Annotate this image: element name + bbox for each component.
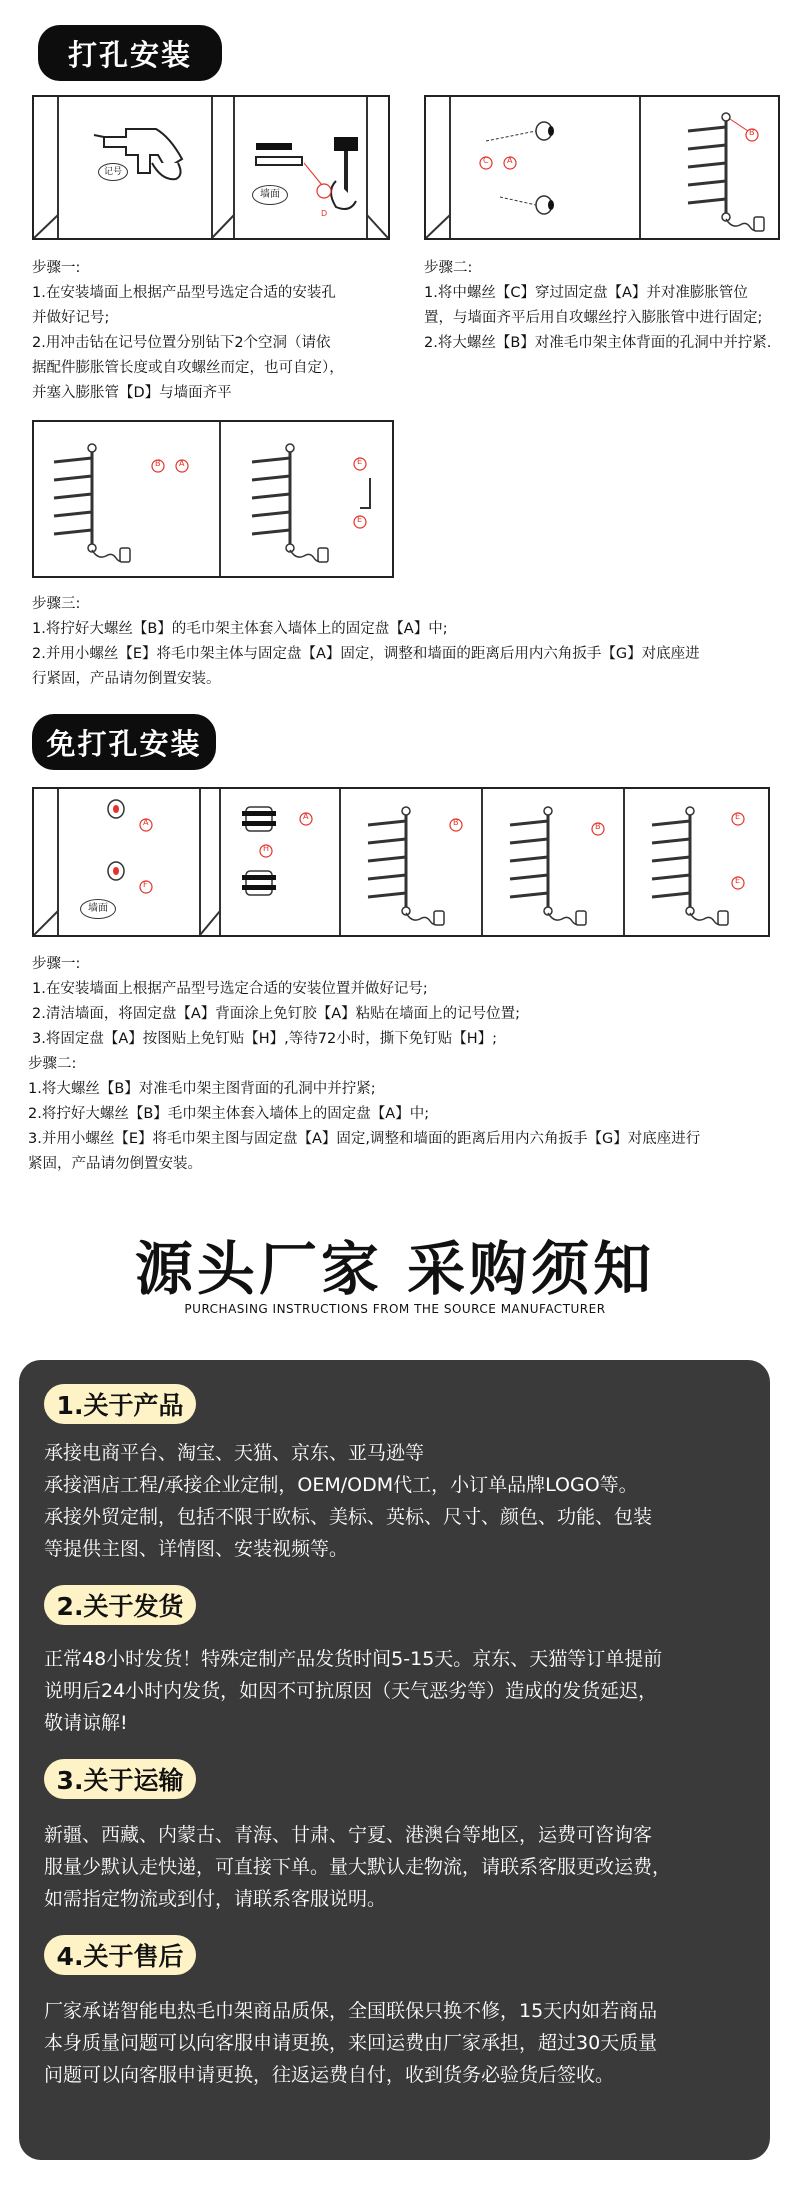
wall-label: 墙面: [252, 185, 288, 205]
tag-transport: 3.关于运输: [44, 1759, 196, 1799]
label-e: E: [735, 812, 741, 821]
label-d: D: [321, 209, 328, 218]
label-e: E: [357, 515, 363, 524]
mark-label: 记号: [98, 163, 128, 181]
nodrill-step1-text: 步骤一: 1.在安装墙面上根据产品型号选定合适的安装位置并做好记号; 2.清洁墙面，将固定盘【A】背面涂上免钉胶【A】粘贴在墙面上的记号位置; 3.将固定盘【A】按图贴上免钉贴【H】,等待72小时，撕下免钉贴【H】;: [32, 956, 521, 1047]
label-a: A: [179, 459, 185, 468]
label-b: B: [453, 818, 459, 827]
label-f: F: [143, 880, 148, 889]
section-title-nodrill: 免打孔安装: [32, 714, 216, 770]
tag-aftersale: 4.关于售后: [44, 1935, 196, 1975]
drill-step3-text: 步骤三: 1.将拧好大螺丝【B】的毛巾架主体套入墙体上的固定盘【A】中; 2.并用小螺丝【E】将毛巾架主体与固定盘【A】固定，调整和墙面的距离后用内六角扳手【G】对底座进 行紧固，产品请勿倒置安装。: [32, 596, 700, 687]
figure-drill-step1: [32, 95, 390, 240]
drill-step1-text: 步骤一: 1.在安装墙面上根据产品型号选定合适的安装孔 并做好记号; 2.用冲击钻在记号位置分别钻下2个空洞（请依 据配件膨胀管长度或自攻螺丝而定，也可自定）， 并塞入膨胀管【D】与墙面齐平: [32, 260, 344, 401]
label-e: E: [735, 876, 741, 885]
label-b: B: [595, 822, 601, 831]
notice-subtitle: PURCHASING INSTRUCTIONS FROM THE SOURCE MANUFACTURER: [184, 1302, 606, 1316]
label-a: A: [143, 818, 149, 827]
label-h: H: [263, 844, 270, 853]
label-a: A: [507, 156, 513, 165]
tag-shipping: 2.关于发货: [44, 1585, 196, 1625]
label-b: B: [155, 459, 161, 468]
notice-title: 源头厂家 采购须知: [134, 1235, 656, 1303]
label-c: C: [483, 156, 489, 165]
section-title-drill: 打孔安装: [38, 25, 222, 81]
para-transport: 新疆、西藏、内蒙古、青海、甘肃、宁夏、港澳台等地区，运费可咨询客 服量少默认走快递，可直接下单。量大默认走物流，请联系客服更改运费， 如需指定物流或到付，请联系客服说明。: [44, 1824, 672, 1910]
para-product: 承接电商平台、淘宝、天猫、京东、亚马逊等 承接酒店工程/承接企业定制，OEM/ODM代工，小订单品牌LOGO等。 承接外贸定制，包括不限于欧标、美标、英标、尺寸、颜色、功能、包装 等提供主图、详情图、安装视频等。: [44, 1442, 653, 1560]
nodrill-step2-text: 步骤二: 1.将大螺丝【B】对准毛巾架主图背面的孔洞中并拧紧; 2.将拧好大螺丝【B】毛巾架主体套入墙体上的固定盘【A】中; 3.并用小螺丝【E】将毛巾架主图与固定盘【A】固定,调整和墙面的距离后用内六角扳手【G】对底座进行 紧固，产品请勿倒置安装。: [28, 1056, 701, 1172]
drill-step2-text: 步骤二: 1.将中螺丝【C】穿过固定盘【A】并对准膨胀管位 置，与墙面齐平后用自攻螺丝拧入膨胀管中进行固定; 2.将大螺丝【B】对准毛巾架主体背面的孔洞中并拧紧.: [424, 260, 772, 351]
label-e: E: [357, 457, 363, 466]
label-b: B: [749, 128, 755, 137]
para-aftersale: 厂家承诺智能电热毛巾架商品质保，全国联保只换不修，15天内如若商品 本身质量问题可以向客服申请更换，来回运费由厂家承担，超过30天质量 问题可以向客服申请更换，往返运费自付，收到货务必验货后签收。: [44, 2000, 658, 2086]
para-shipping: 正常48小时发货！特殊定制产品发货时间5-15天。京东、天猫等订单提前 说明后24小时内发货，如因不可抗原因（天气恶劣等）造成的发货延迟， 敬请谅解!: [44, 1648, 663, 1734]
figure-drill-step3: [32, 420, 394, 578]
tag-product: 1.关于产品: [44, 1384, 196, 1424]
figure-nodrill: [32, 787, 770, 937]
label-a: A: [303, 812, 309, 821]
wall-label: 墙面: [80, 899, 116, 919]
figure-drill-step2: [424, 95, 780, 240]
